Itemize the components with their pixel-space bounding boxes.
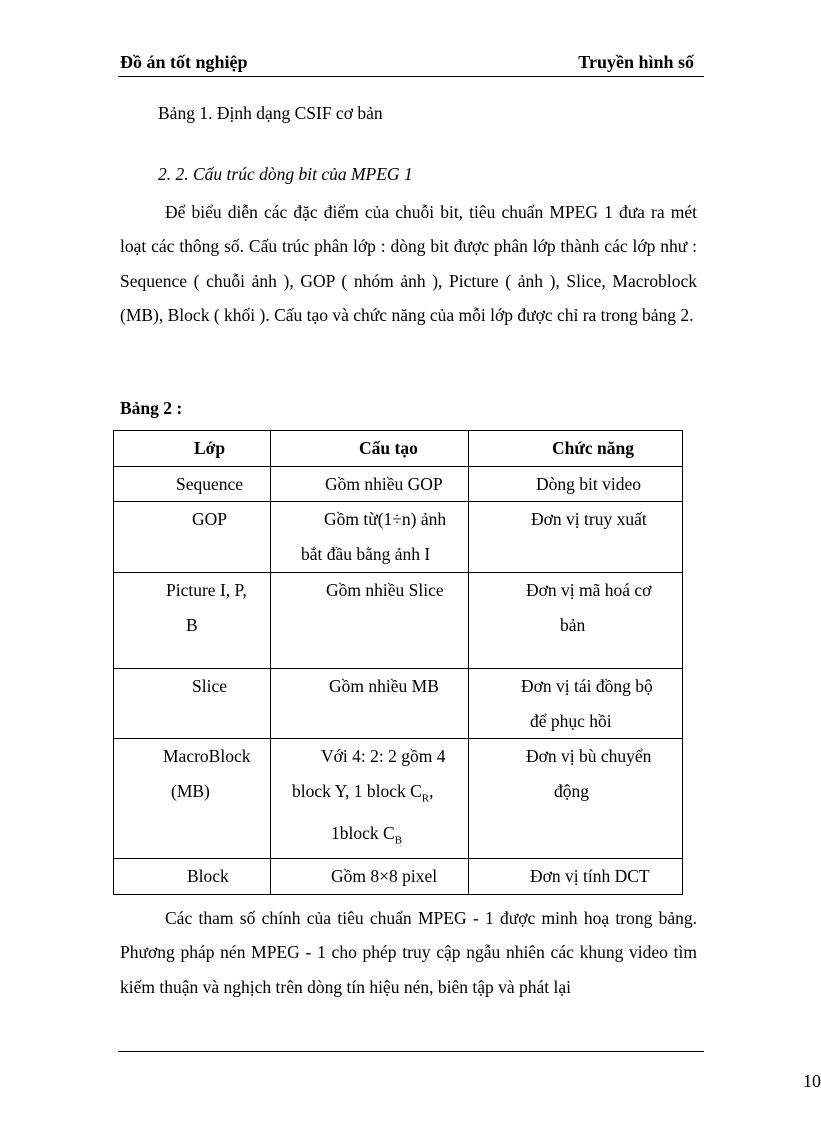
layers-table — [113, 430, 683, 895]
paragraph-2 — [120, 901, 697, 1004]
table-cell: Sequence — [114, 466, 271, 502]
table-row — [114, 502, 683, 573]
table1-caption: Bảng 1. Định dạng CSIF cơ bản — [158, 103, 383, 123]
table-cell: Block — [114, 858, 271, 894]
table-cell: Gồm nhiều MB — [271, 669, 469, 739]
page-number: 10 — [803, 1071, 821, 1091]
header-cell: Cấu tạo — [271, 431, 469, 467]
table-cell: Với 4: 2: 2 gồm 4 block Y, 1 block $C_R$, 1block $C_B$ — [271, 739, 469, 859]
header-cell: Lớp — [114, 431, 271, 467]
table-cell: Gồm nhiều Slice — [271, 573, 469, 669]
table-row — [114, 858, 683, 894]
table-cell: Đơn vị bù chuyển động — [469, 739, 683, 859]
header-topic: Truyền hình số — [578, 52, 694, 72]
table-row — [114, 573, 683, 669]
table-cell: Dòng bit video — [469, 466, 683, 502]
paragraph-2-text: Các tham số chính của tiêu chuẩn MPEG - 1 được minh hoạ trong bảng. Phương pháp nén MPEG - 1 cho phép truy cập ngẫu nhiên các khung video tìm kiếm thuận và nghịch trên dòng tín hiệu nén, biên tập và phát lại — [120, 908, 697, 997]
table-cell: Đơn vị tính DCT — [469, 858, 683, 894]
table-cell: Đơn vị mã hoá cơ bản — [469, 573, 683, 669]
table-row — [114, 669, 683, 739]
table-cell: Gồm từ(1÷n) ảnh bắt đầu bằng ảnh I — [271, 502, 469, 573]
table-cell: GOP — [114, 502, 271, 573]
table-cell: Gồm 8×8 pixel — [271, 858, 469, 894]
table2-caption: Bảng 2 : — [120, 398, 183, 418]
paragraph-1-text: Để biểu diễn các đặc điểm của chuỗi bit, tiêu chuẩn MPEG 1 đưa ra mét loạt các thông số. Cấu trúc phân lớp : dòng bit được phân lớp thành các lớp như : Sequence ( chuỗi ảnh ), GOP ( nhóm ảnh ), Picture ( ảnh ), Slice, Macroblock (MB), Block ( khối ). Cấu tạo và chức năng của mỗi lớp được chỉ ra trong bảng 2. — [120, 202, 697, 325]
header-doc-title: Đồ án tốt nghiệp — [120, 52, 248, 72]
paragraph-1 — [120, 195, 697, 332]
header-cell: Chức năng — [469, 431, 683, 467]
table-cell: MacroBlock (MB) — [114, 739, 271, 859]
table-cell: Picture I, P, B — [114, 573, 271, 669]
table-cell: Đơn vị truy xuất — [469, 502, 683, 573]
table-cell: Đơn vị tái đồng bộ để phục hồi — [469, 669, 683, 739]
table-cell: Slice — [114, 669, 271, 739]
page-header — [118, 50, 704, 77]
footer-divider — [118, 1051, 704, 1052]
table-row — [114, 739, 683, 859]
table-row — [114, 466, 683, 502]
section-title: 2. 2. Cấu trúc dòng bit của MPEG 1 — [158, 164, 413, 184]
table-cell: Gồm nhiều GOP — [271, 466, 469, 502]
table-header-row — [114, 431, 683, 467]
